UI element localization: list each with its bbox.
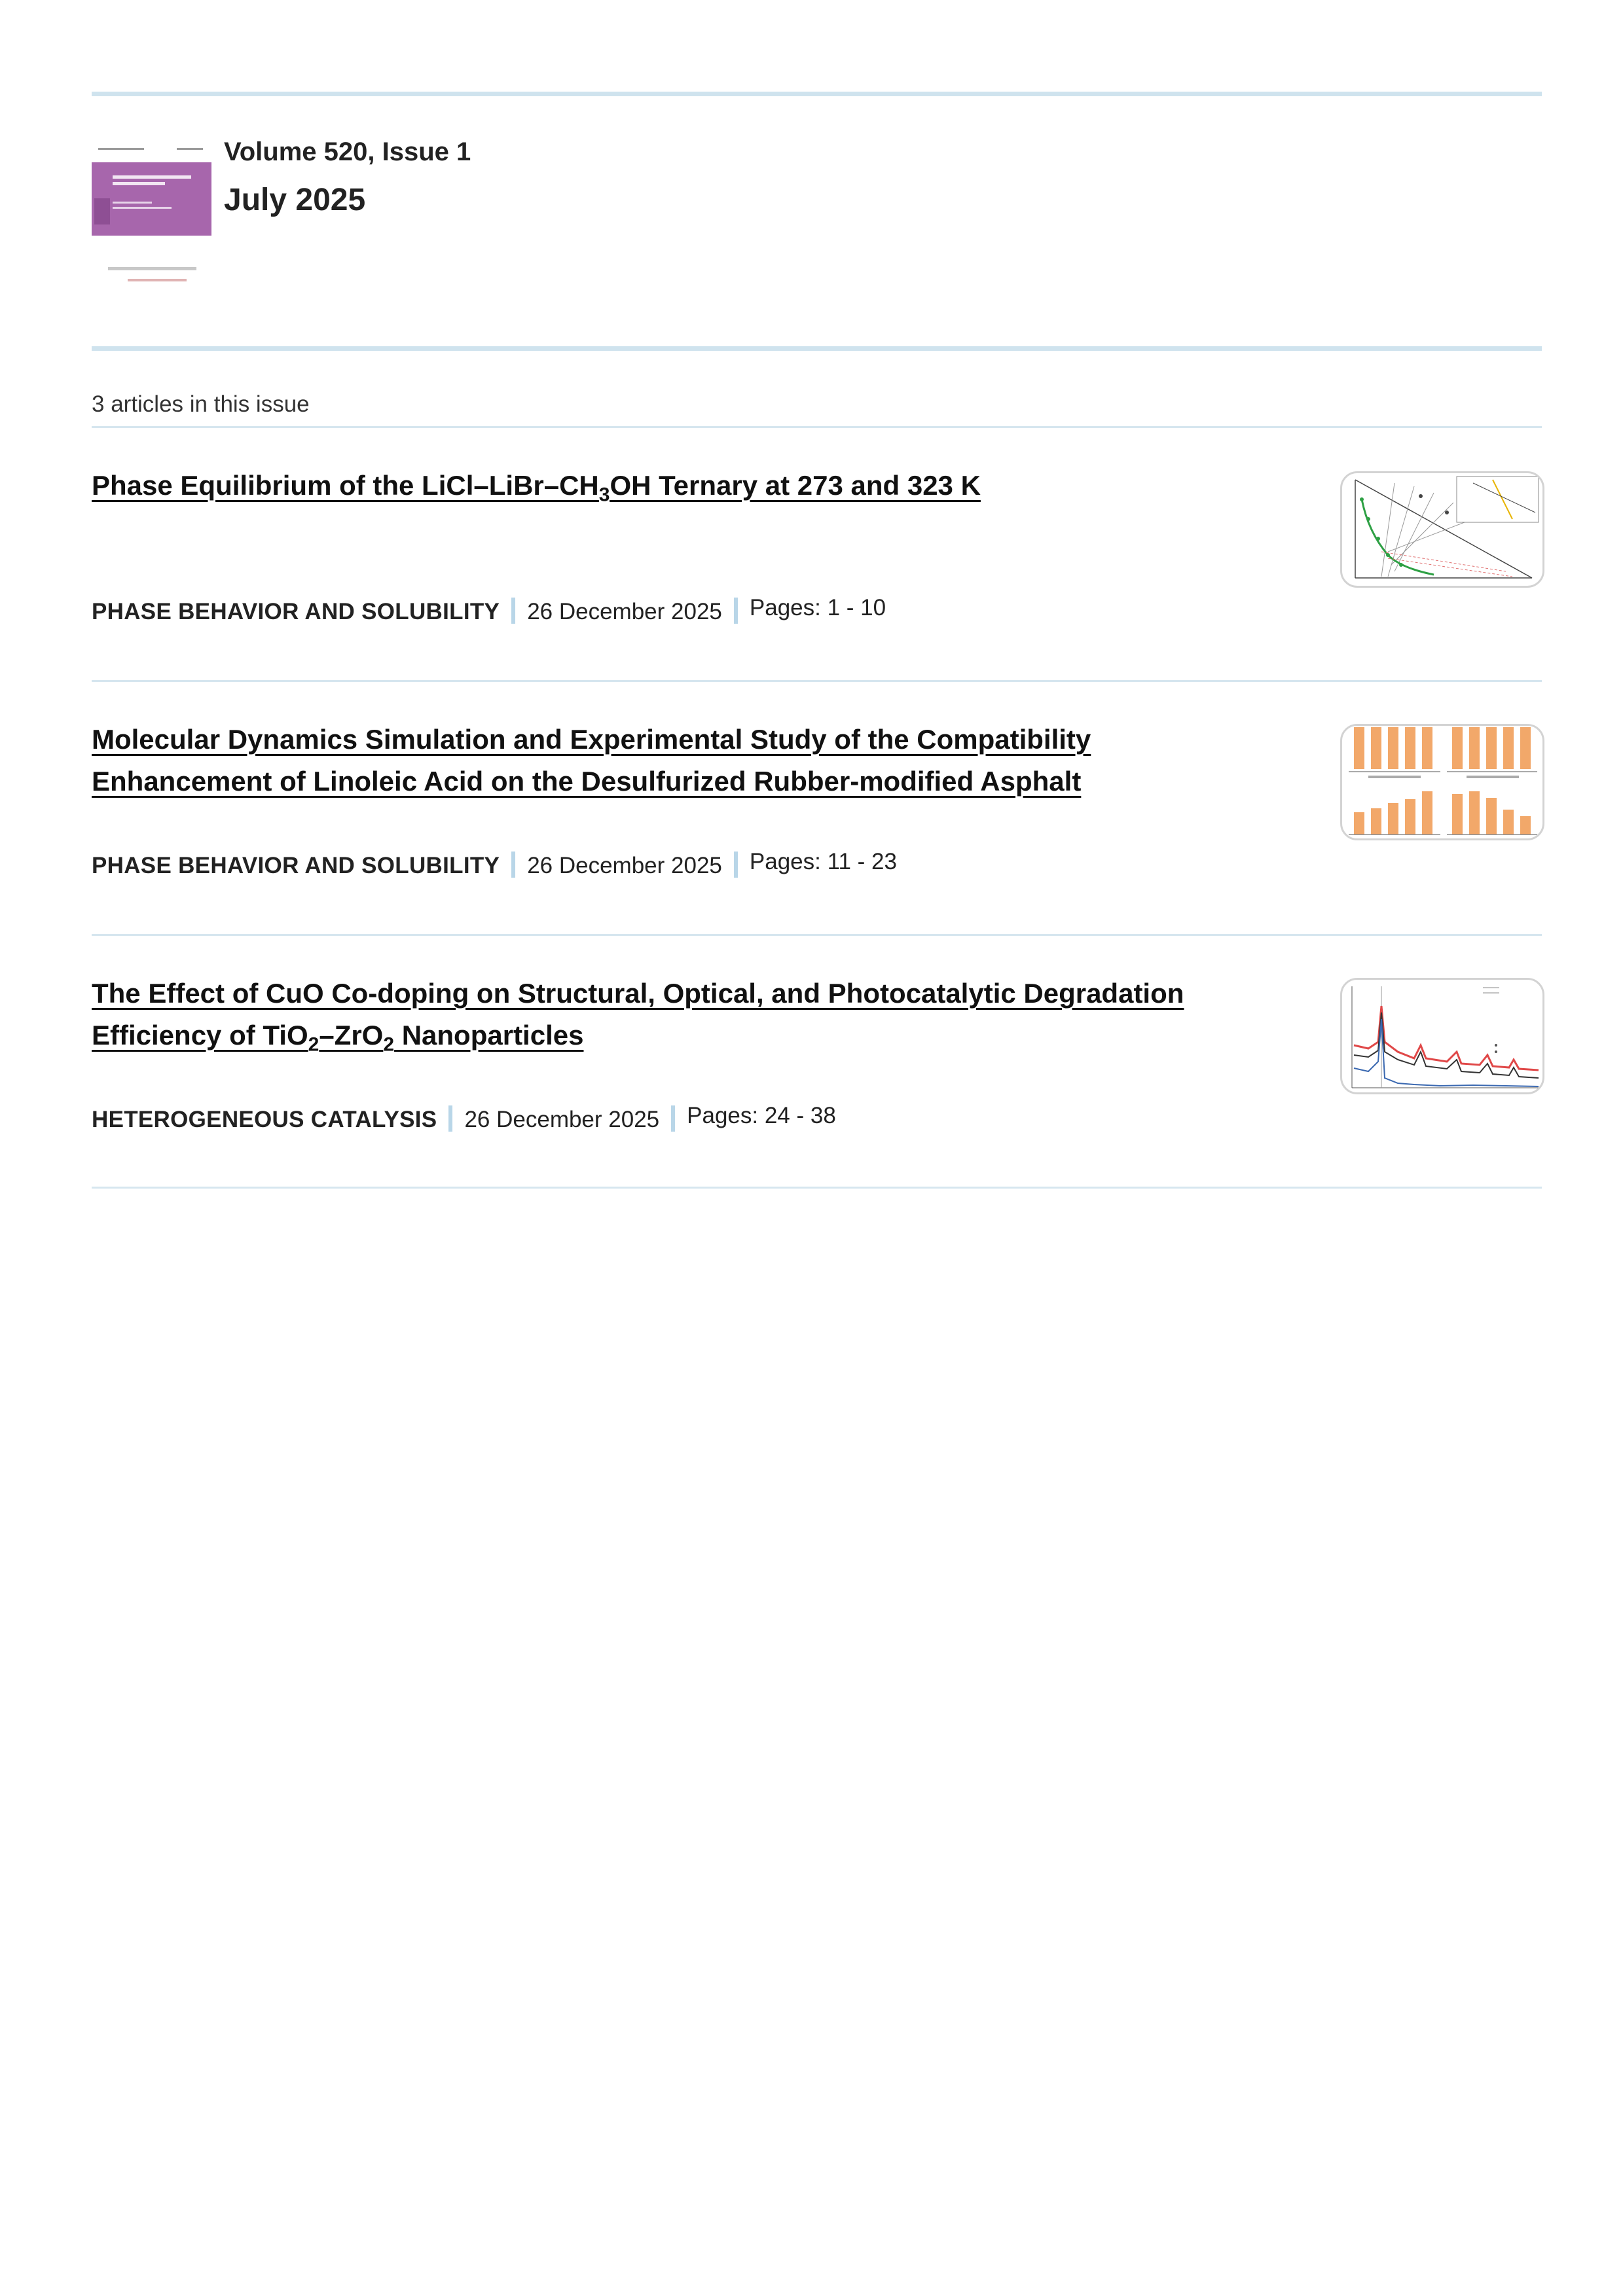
meta-separator (734, 598, 738, 624)
article-date: 26 December 2025 (527, 599, 722, 624)
article-meta (92, 595, 886, 626)
journal-cover-image[interactable] (92, 143, 211, 289)
count-rule (92, 426, 1542, 428)
meta-separator (671, 1105, 675, 1132)
article-meta (92, 849, 897, 880)
header-top-rule (92, 92, 1542, 96)
issue-volume-label: Volume 520, Issue 1 (224, 137, 471, 166)
article-section[interactable]: PHASE BEHAVIOR AND SOLUBILITY (92, 599, 500, 624)
article-date: 26 December 2025 (527, 853, 722, 878)
xrd-spectrum-thumbnail[interactable] (1340, 978, 1544, 1094)
article-meta (92, 1103, 836, 1134)
meta-separator (511, 598, 515, 624)
article-title-link[interactable]: Phase Equilibrium of the LiCl–$LiBr-CH_3OH$ Ternary at 273 and 323 K (92, 470, 981, 506)
article-divider (92, 680, 1542, 682)
header-bottom-rule (92, 346, 1542, 351)
bar-chart-thumbnail[interactable] (1340, 724, 1544, 840)
article-divider (92, 1187, 1542, 1189)
cover-purple-panel (92, 162, 211, 236)
article-item (92, 465, 1542, 661)
article-date: 26 December 2025 (464, 1107, 660, 1132)
ternary-phase-diagram-thumbnail[interactable] (1340, 471, 1544, 588)
publisher-logo (108, 267, 196, 270)
article-title-link[interactable]: Molecular Dynamics Simulation and Experimental Study of the Compatibility (92, 724, 1091, 755)
article-section[interactable]: HETEROGENEOUS CATALYSIS (92, 1107, 437, 1132)
article-title[interactable] (92, 973, 1270, 1066)
article-pages: Pages: 11 - 23 (749, 849, 897, 874)
article-pages: Pages: 1 - 10 (749, 595, 886, 620)
issue-date-label: July 2025 (224, 183, 366, 217)
article-item (92, 973, 1542, 1169)
article-title-link[interactable]: Enhancement of Linoleic Acid on the Desulfurized Rubber-modified Asphalt (92, 766, 1082, 797)
article-title-link[interactable]: The Effect of CuO Co-doping on Structural, Optical, and Photocatalytic Degradation (92, 978, 1184, 1009)
meta-separator (511, 852, 515, 878)
publisher-sublogo (128, 279, 187, 281)
cover-top-band (92, 143, 211, 162)
article-title[interactable] (92, 465, 1270, 516)
articles-count: 3 articles in this issue (92, 391, 310, 417)
article-pages: Pages: 24 - 38 (687, 1103, 836, 1128)
meta-separator (448, 1105, 452, 1132)
article-item (92, 719, 1542, 915)
article-title-link[interactable]: Efficiency of TiO$_2$–ZrO$_2$ Nanoparticles (92, 1020, 584, 1056)
article-title[interactable] (92, 719, 1270, 802)
meta-separator (734, 852, 738, 878)
article-divider (92, 934, 1542, 936)
article-section[interactable]: PHASE BEHAVIOR AND SOLUBILITY (92, 853, 500, 878)
